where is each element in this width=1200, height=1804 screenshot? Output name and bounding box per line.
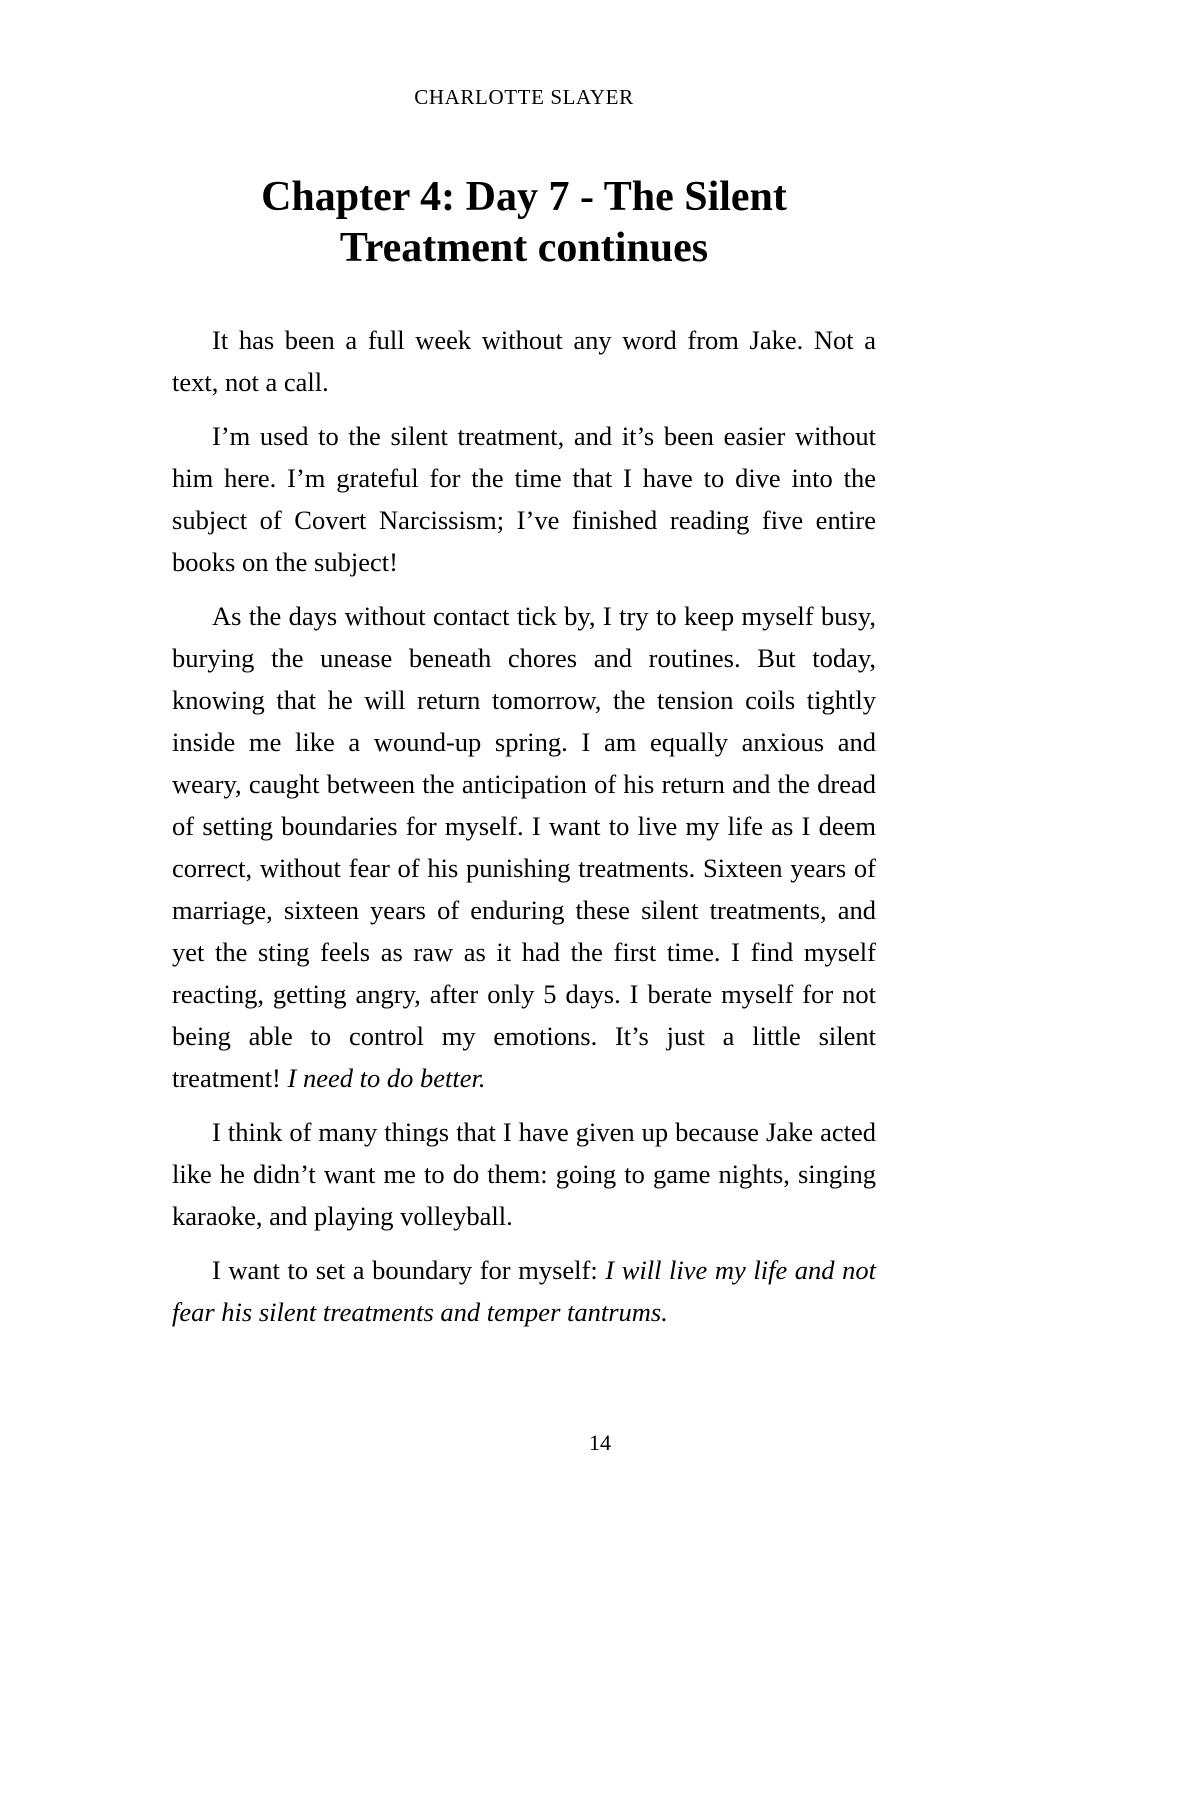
paragraph-3-roman: As the days without contact tick by, I try to keep myself busy, burying the unease beneath chores and routines. But today, knowing that he will return tomorrow, the tension coils tightly inside me like a wound-up spring. I am equally anxious and weary, caught between the anticipation of his return and the dread of setting boundaries for myself. I want to live my life as I deem correct, without fear of his punishing treatments. Sixteen years of marriage, sixteen years of enduring these silent treatments, and yet the sting feels as raw as it had the first time. I find myself reacting, getting angry, after only 5 days. I berate myself for not being able to control my emotions. It’s just a little silent treatment! bbox=[172, 600, 876, 1093]
chapter-title-line-2: Treatment continues bbox=[339, 225, 709, 272]
paragraph-5 bbox=[172, 1249, 876, 1333]
page-title bbox=[172, 172, 876, 274]
page-number: 14 bbox=[589, 1430, 611, 1455]
running-head: CHARLOTTE SLAYER bbox=[414, 85, 634, 109]
page-content bbox=[172, 0, 876, 1333]
paragraph-2: I’m used to the silent treatment, and it’s been easier without him here. I’m grateful for the time that I have to dive into the subject of Covert Narcissism; I’ve finished reading five entire books on the subject! bbox=[172, 420, 876, 577]
chapter-title-line-1: Chapter 4: Day 7 - The Silent bbox=[261, 174, 787, 221]
paragraph-5-roman: I want to set a boundary for myself: bbox=[212, 1254, 606, 1285]
body-text bbox=[172, 319, 876, 1333]
paragraph-3 bbox=[172, 595, 876, 1099]
paragraph-1: It has been a full week without any word from Jake. Not a text, not a call. bbox=[172, 324, 876, 397]
paragraph-4: I think of many things that I have given up because Jake acted like he didn’t want me to do them: going to game nights, singing karaoke, and playing volleyball. bbox=[172, 1116, 876, 1231]
paragraph-5-italic: I will live my life and not fear his silent treatments and temper tantrums. bbox=[172, 1254, 876, 1327]
paragraph-3-italic: I need to do better. bbox=[287, 1062, 486, 1093]
